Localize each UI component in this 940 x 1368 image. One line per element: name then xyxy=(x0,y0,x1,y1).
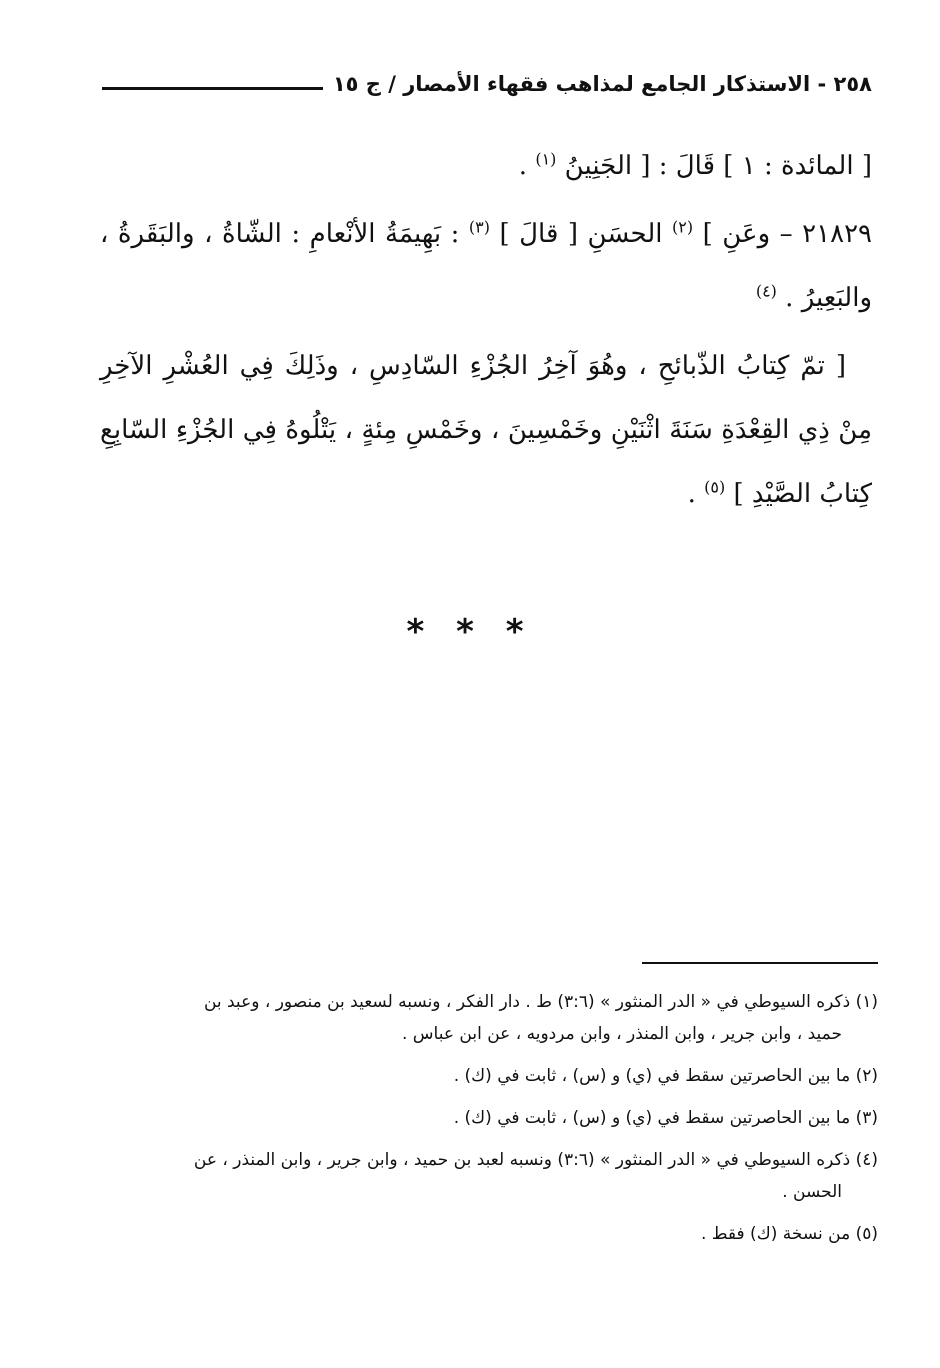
footnotes xyxy=(108,986,878,1260)
footnote-2 xyxy=(108,1060,878,1092)
footnote-text: (٥) من نسخة (ك) فقط . xyxy=(700,1224,878,1244)
body-text-span: . xyxy=(518,151,536,181)
footnote-3 xyxy=(108,1102,878,1134)
body-text-span: [ تمّ كِتابُ الذّبائحِ ، وهُوَ آخِرُ الجُزْءِ السّادِسِ ، وذَلِكَ فِي العُشْرِ الآخِرِ مِنْ ذِي القِعْدَةِ سَنَةَ اثْنَيْنِ وخَمْسِينَ ، وخَمْسِ مِئةٍ ، يَتْلُوهُ فِي الجُزْءِ السّابِعِ كِتابُ الصَّيْدِ ] xyxy=(100,351,872,509)
header-rule xyxy=(102,87,323,90)
body-paragraph-1 xyxy=(100,134,872,198)
footnote-continuation: الحسن . xyxy=(782,1182,842,1202)
footnote-ref: (٢) xyxy=(672,217,694,237)
footnote-4 xyxy=(108,1144,878,1208)
footnote-ref: (٥) xyxy=(704,477,726,497)
footnote-ref: (٣) xyxy=(468,217,490,237)
body-paragraph-3 xyxy=(100,334,872,526)
section-separator: * * * xyxy=(406,612,534,652)
footnote-continuation: حميد ، وابن جرير ، وابن المنذر ، وابن مردويه ، عن ابن عباس . xyxy=(402,1024,842,1044)
body-text-span: . xyxy=(687,479,705,509)
running-head-text: ٢٥٨ - الاستذكار الجامع لمذاهب فقهاء الأمصار / ج ١٥ xyxy=(332,72,872,96)
body-text-span: [ المائدة : ١ ] قَالَ : [ الجَنِينُ xyxy=(556,151,872,181)
footnote-text: (٤) ذكره السيوطي في « الدر المنثور » (٣:٦) ونسبه لعبد بن حميد ، وابن جرير ، وابن المنذر ، عن xyxy=(193,1150,878,1170)
body-text-span: : بَهِيمَةُ الأنْعامِ : الشّاةُ ، والبَقَرةُ ، والبَعِيرُ . xyxy=(100,219,872,313)
footnote-text: (٣) ما بين الحاصرتين سقط في (ي) و (س) ، ثابت في (ك) . xyxy=(453,1108,878,1128)
footnote-rule xyxy=(642,962,878,964)
running-header xyxy=(102,66,872,102)
footnote-text: (٢) ما بين الحاصرتين سقط في (ي) و (س) ، ثابت في (ك) . xyxy=(453,1066,878,1086)
footnote-ref: (٤) xyxy=(755,281,777,301)
footnote-ref: (١) xyxy=(535,149,557,169)
body-text-span: الحسَنِ [ قالَ ] xyxy=(489,219,672,249)
footnote-text: (١) ذكره السيوطي في « الدر المنثور » (٣:٦) ط . دار الفكر ، ونسبه لسعيد بن منصور ، وعبد بن xyxy=(203,992,878,1012)
body-paragraph-2 xyxy=(100,202,872,330)
footnote-1 xyxy=(108,986,878,1050)
footnote-5 xyxy=(108,1218,878,1250)
body-text-span: ٢١٨٢٩ – وعَنِ ] xyxy=(693,219,872,249)
